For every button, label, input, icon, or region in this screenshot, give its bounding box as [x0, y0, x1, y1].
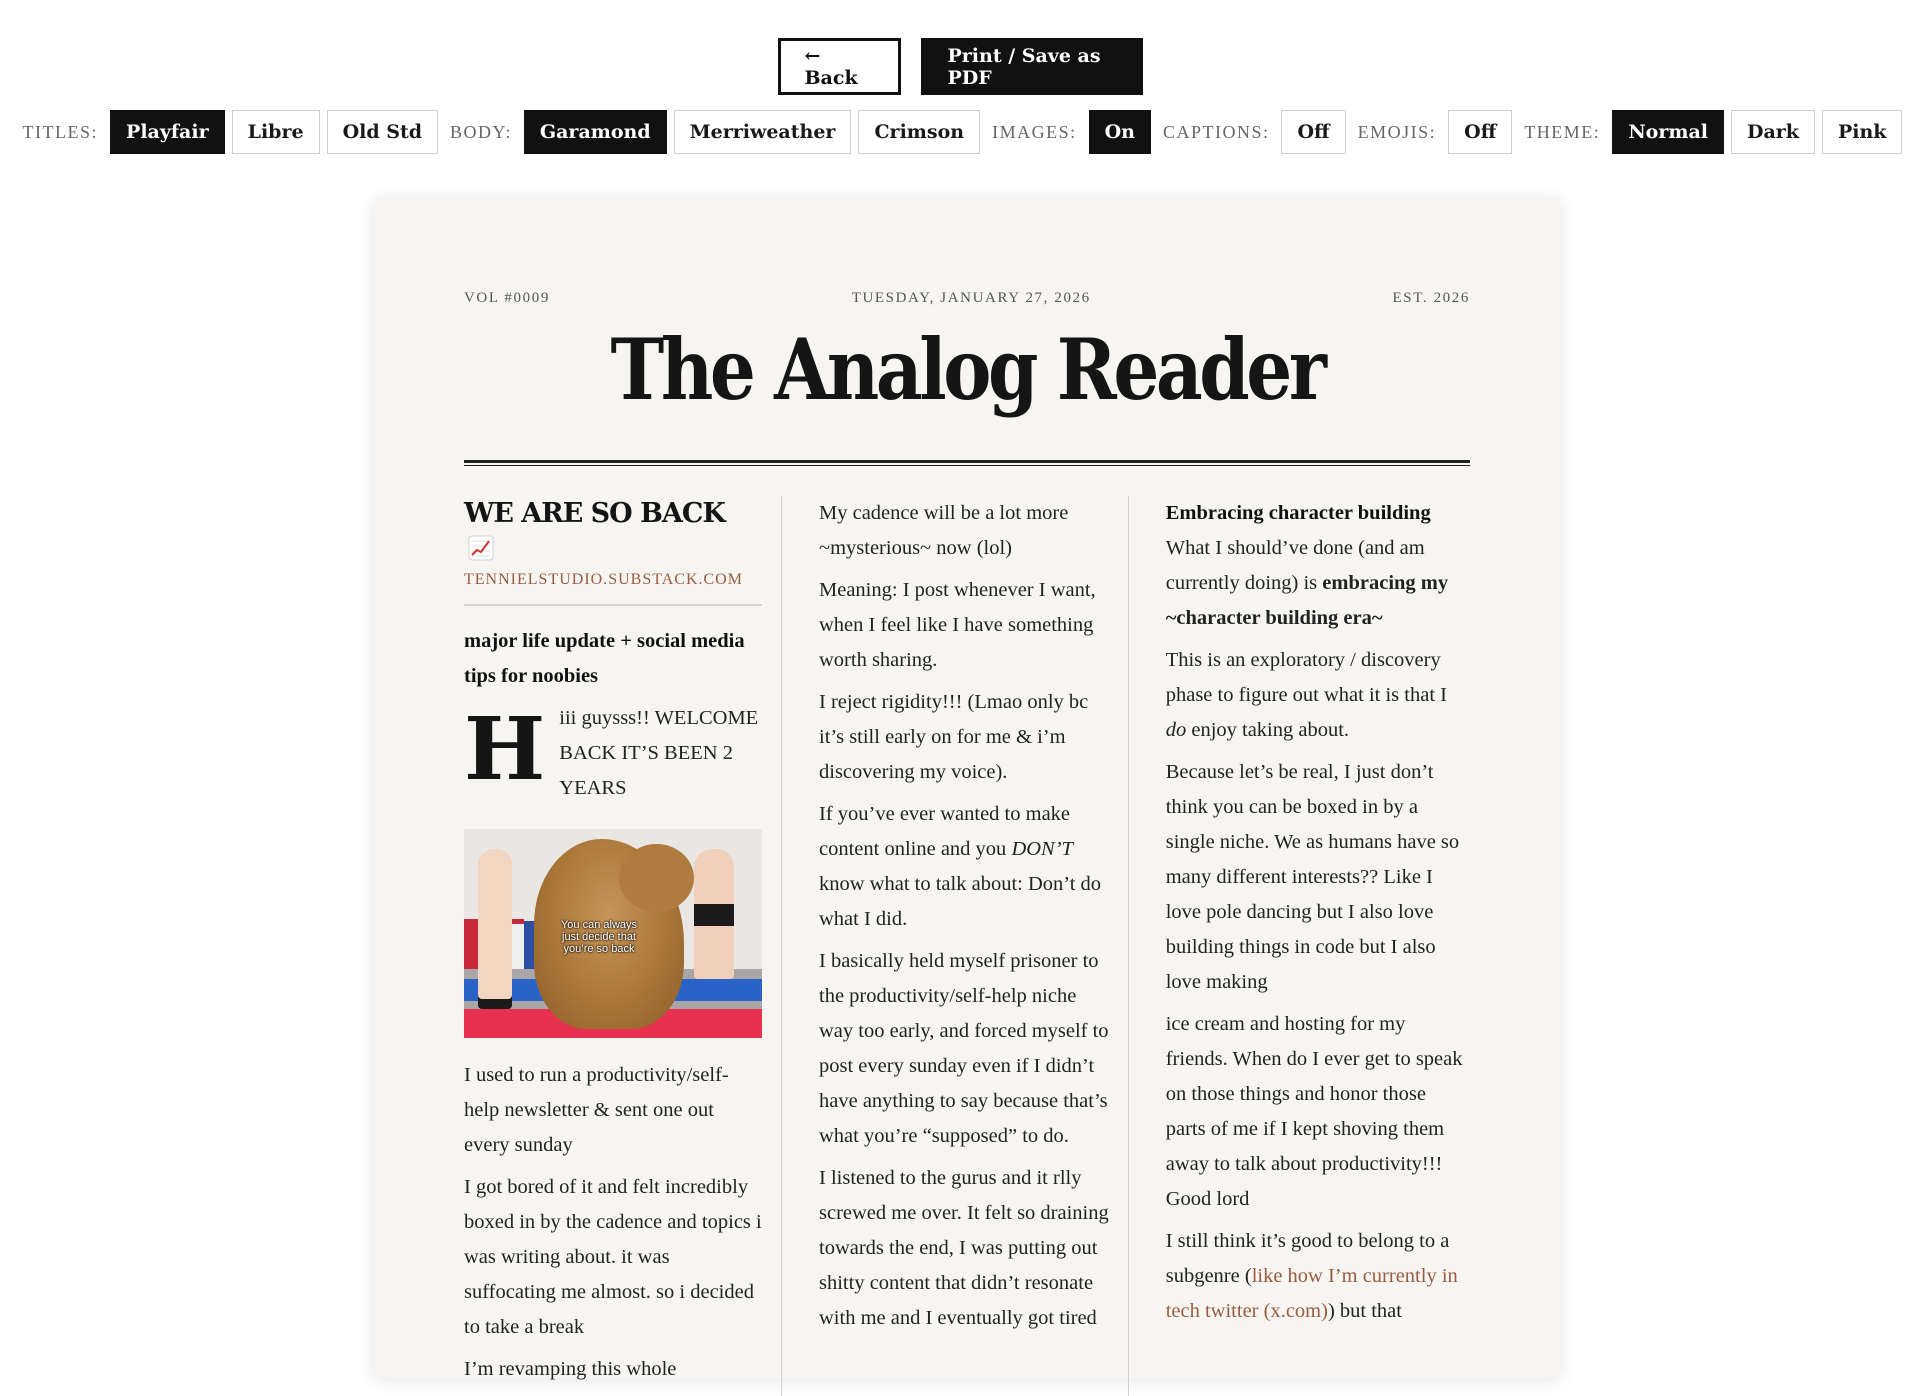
print-save-pdf-button[interactable]: Print / Save as PDF — [921, 38, 1143, 95]
column-1 — [464, 496, 762, 1396]
post-title: WE ARE SO BACK — [464, 496, 762, 568]
col2-paragraph: I basically held myself prisoner to the productivity/self-help niche way too early, and forced myself to post every sunday even if I didn’t have anything to say because that’s what you’re “supposed” to do. — [819, 950, 1109, 1147]
back-button[interactable]: ← Back — [778, 38, 901, 95]
col1-paragraph: I’m revamping this whole — [464, 1358, 677, 1380]
col2-paragraph: If you’ve ever wanted to make content online and you DON’T know what to talk about: Don’t do what I did. — [819, 803, 1102, 930]
images-label: IMAGES: — [992, 121, 1077, 142]
col2-paragraph: Meaning: I post whenever I want, when I feel like I have something worth sharing. — [819, 579, 1096, 671]
tech-twitter-link[interactable]: like how I’m currently in tech twitter (x.com) — [1165, 1265, 1458, 1322]
masthead-divider — [464, 460, 1470, 466]
drop-cap: H — [464, 699, 546, 800]
images-toggle[interactable]: On — [1089, 110, 1151, 154]
section-heading: Embracing character building — [1165, 502, 1431, 524]
newspaper-page — [374, 198, 1560, 1378]
emojis-label: EMOJIS: — [1357, 121, 1437, 142]
column-2 — [781, 496, 1128, 1396]
action-bar — [0, 38, 1920, 95]
cat-stretching-meme-image — [464, 829, 762, 1038]
title-font-old-std[interactable]: Old Std — [327, 110, 438, 154]
article-columns — [464, 496, 1470, 1396]
intro-paragraph — [464, 701, 762, 813]
title-font-playfair[interactable]: Playfair — [110, 110, 225, 154]
captions-label: CAPTIONS: — [1162, 121, 1270, 142]
body-font-crimson[interactable]: Crimson — [858, 110, 980, 154]
theme-dark[interactable]: Dark — [1731, 110, 1815, 154]
titles-label: TITLES: — [22, 121, 99, 142]
masthead-meta — [464, 290, 1470, 307]
col3-paragraph: Because let’s be real, I just don’t think you can be boxed in by a single niche. We as humans have so many different interests?? Like I love pole dancing but I also love building things in code but I also love making — [1165, 761, 1460, 993]
established-year: EST. 2026 — [1392, 290, 1470, 306]
intro-text: iii guysss!! WELCOME BACK IT’S BEEN 2 YEARS — [559, 707, 759, 799]
style-toolbar — [0, 110, 1920, 154]
post-subhead: major life update + social media tips for noobies — [464, 630, 745, 687]
meme-caption: You can always just decide that you’re so back — [560, 919, 638, 955]
post-source-link[interactable]: TENNIELSTUDIO.SUBSTACK.COM — [464, 568, 762, 606]
col2-paragraph: My cadence will be a lot more ~mysterious~ now (lol) — [819, 502, 1069, 559]
issue-date: TUESDAY, JANUARY 27, 2026 — [851, 290, 1091, 306]
col1-paragraph: I got bored of it and felt incredibly boxed in by the cadence and topics i was writing about. it was suffocating me almost. so i decided to take a break — [464, 1176, 762, 1338]
column-3 — [1128, 496, 1470, 1396]
col3-paragraph: ice cream and hosting for my friends. When do I ever get to speak on those things and honor those parts of me if I kept shoving them away to talk about productivity!!! Good lord — [1165, 1013, 1463, 1210]
body-font-merriweather[interactable]: Merriweather — [674, 110, 852, 154]
theme-label: THEME: — [1524, 121, 1601, 142]
captions-toggle[interactable]: Off — [1281, 110, 1345, 154]
theme-normal[interactable]: Normal — [1612, 110, 1724, 154]
theme-pink[interactable]: Pink — [1822, 110, 1902, 154]
col3-paragraph: This is an exploratory / discovery phase to figure out what it is that I do enjoy taking about. — [1165, 649, 1447, 741]
col3-paragraph: I still think it’s good to belong to a subgenre (like how I’m currently in tech twitter (x.com)) but that — [1165, 1230, 1458, 1322]
emojis-toggle[interactable]: Off — [1448, 110, 1512, 154]
body-font-garamond[interactable]: Garamond — [524, 110, 667, 154]
chart-increasing-icon — [468, 535, 494, 561]
col2-paragraph: I reject rigidity!!! (Lmao only bc it’s still early on for me & i’m discovering my voice). — [819, 691, 1089, 783]
col2-paragraph: I listened to the gurus and it rlly screwed me over. It felt so draining towards the end, I was putting out shitty content that didn’t resonate with me and I eventually got tired — [819, 1167, 1109, 1329]
body-label: BODY: — [450, 121, 512, 142]
col1-paragraph: I used to run a productivity/self-help newsletter & sent one out every sunday — [464, 1064, 729, 1156]
masthead-title: The Analog Reader — [610, 320, 1324, 419]
volume-number: VOL #0009 — [464, 290, 550, 306]
title-font-libre[interactable]: Libre — [232, 110, 320, 154]
col3-paragraph: What I should’ve done (and am currently doing) is embracing my ~character building era~ — [1165, 537, 1449, 629]
